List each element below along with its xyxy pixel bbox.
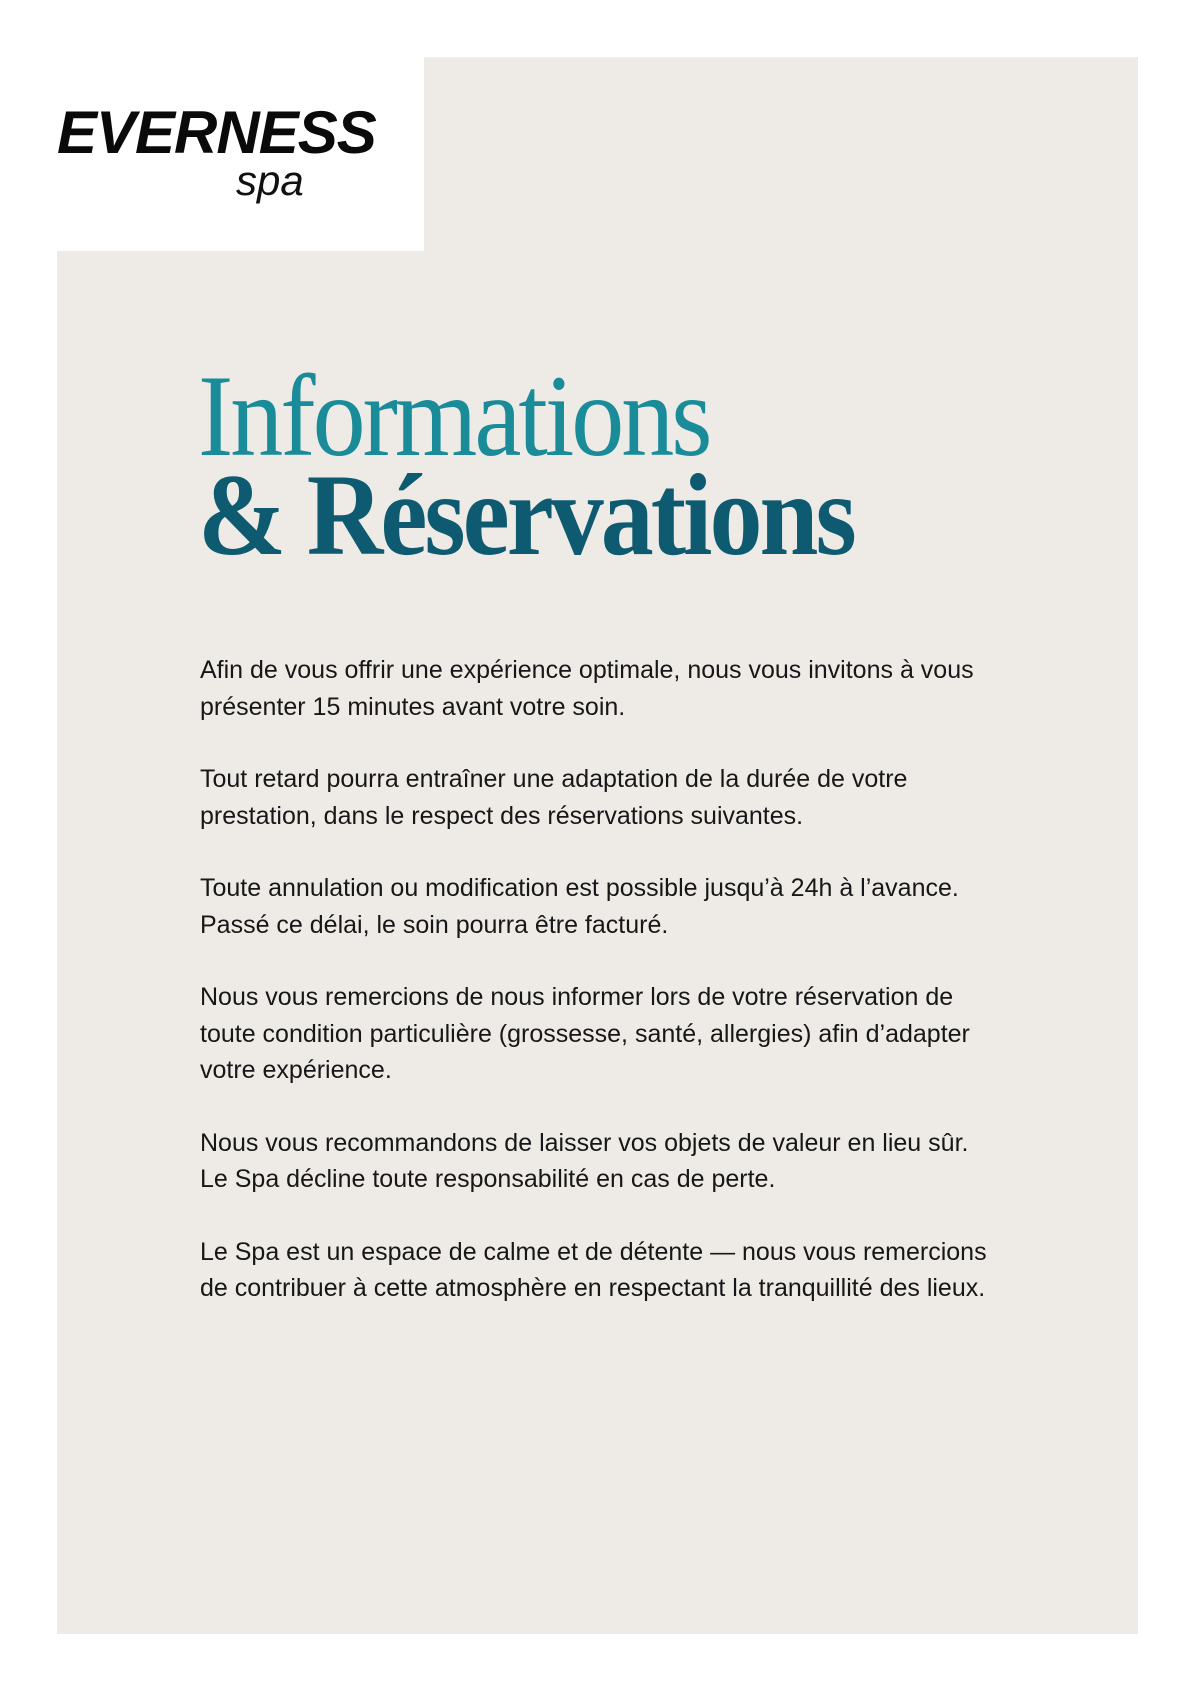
info-paragraph-calm: Le Spa est un espace de calme et de détente — nous vous remercions de contribuer à cette atmosphère en respectant la tranquillité des lieux. xyxy=(200,1237,987,1302)
logo-brand: EVERNESS xyxy=(57,99,376,166)
info-paragraph-valuables: Nous vous recommandons de laisser vos objets de valeur en lieu sûr. Le Spa décline toute responsabilité en cas de perte. xyxy=(200,1128,969,1193)
info-body xyxy=(200,652,1000,1343)
info-paragraph-conditions: Nous vous remercions de nous informer lors de votre réservation de toute condition particulière (grossesse, santé, allergies) afin d’adapter votre expérience. xyxy=(200,983,970,1084)
info-paragraph-cancellation: Toute annulation ou modification est possible jusqu’à 24h à l’avance. Passé ce délai, le soin pourra être facturé. xyxy=(200,874,959,939)
page-title-line2: & Réservations xyxy=(198,450,854,580)
page-title-line1: Informations xyxy=(198,351,710,481)
logo-sub: spa xyxy=(236,157,304,204)
info-paragraph-arrival: Afin de vous offrir une expérience optimale, nous vous invitons à vous présenter 15 minutes avant votre soin. xyxy=(200,656,974,721)
info-paragraph-delay: Tout retard pourra entraîner une adaptation de la durée de votre prestation, dans le respect des réservations suivantes. xyxy=(200,765,908,830)
